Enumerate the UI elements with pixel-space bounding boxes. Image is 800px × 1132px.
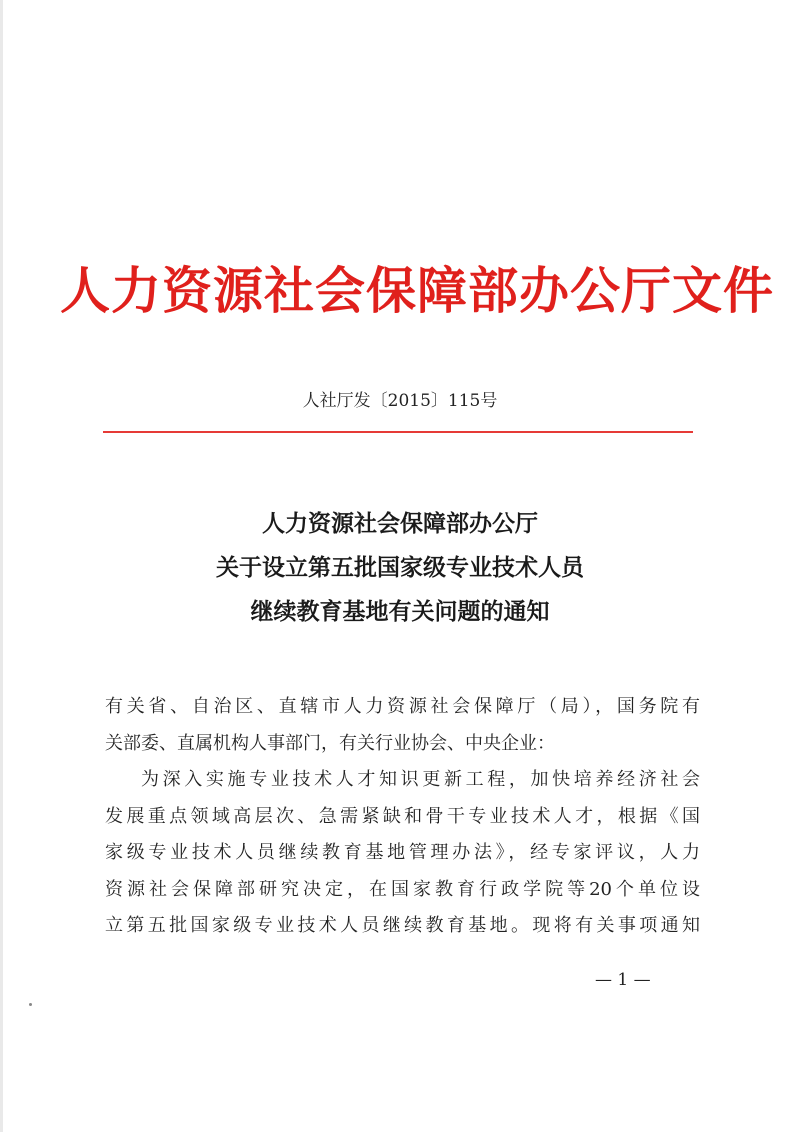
document-title [0, 502, 800, 634]
paragraph-line-5: 立第五批国家级专业技术人员继续教育基地。现将有关事项通知 [105, 915, 700, 936]
document-header-title: 人力资源社会保障部办公厅文件 [60, 261, 774, 320]
scan-speck [29, 1003, 32, 1006]
paragraph-line-1: 为深入实施专业技术人才知识更新工程，加快培养经济社会 [141, 769, 700, 790]
title-line-2: 关于设立第五批国家级专业技术人员 [216, 554, 584, 581]
paragraph-line-2: 发展重点领域高层次、急需紧缺和骨干专业技术人才，根据《国 [105, 805, 700, 827]
title-line-1: 人力资源社会保障部办公厅 [262, 510, 538, 537]
paragraph-line-4: 资源社会保障部研究决定，在国家教育行政学院等20个单位设 [105, 878, 700, 900]
document-number: 人社厅发〔2015〕115号 [302, 391, 498, 411]
addressee-line-2: 关部委、直属机构人事部门，有关行业协会、中央企业： [105, 732, 555, 754]
red-divider-line [103, 431, 693, 433]
addressee-line-1: 有关省、自治区、直辖市人力资源社会保障厅（局），国务院有 [105, 696, 700, 717]
title-line-3: 继续教育基地有关问题的通知 [250, 598, 550, 625]
document-body [105, 689, 700, 945]
page-number: — 1 — [595, 970, 651, 990]
paragraph-line-3: 家级专业技术人员继续教育基地管理办法》，经专家评议，人力 [105, 842, 700, 863]
